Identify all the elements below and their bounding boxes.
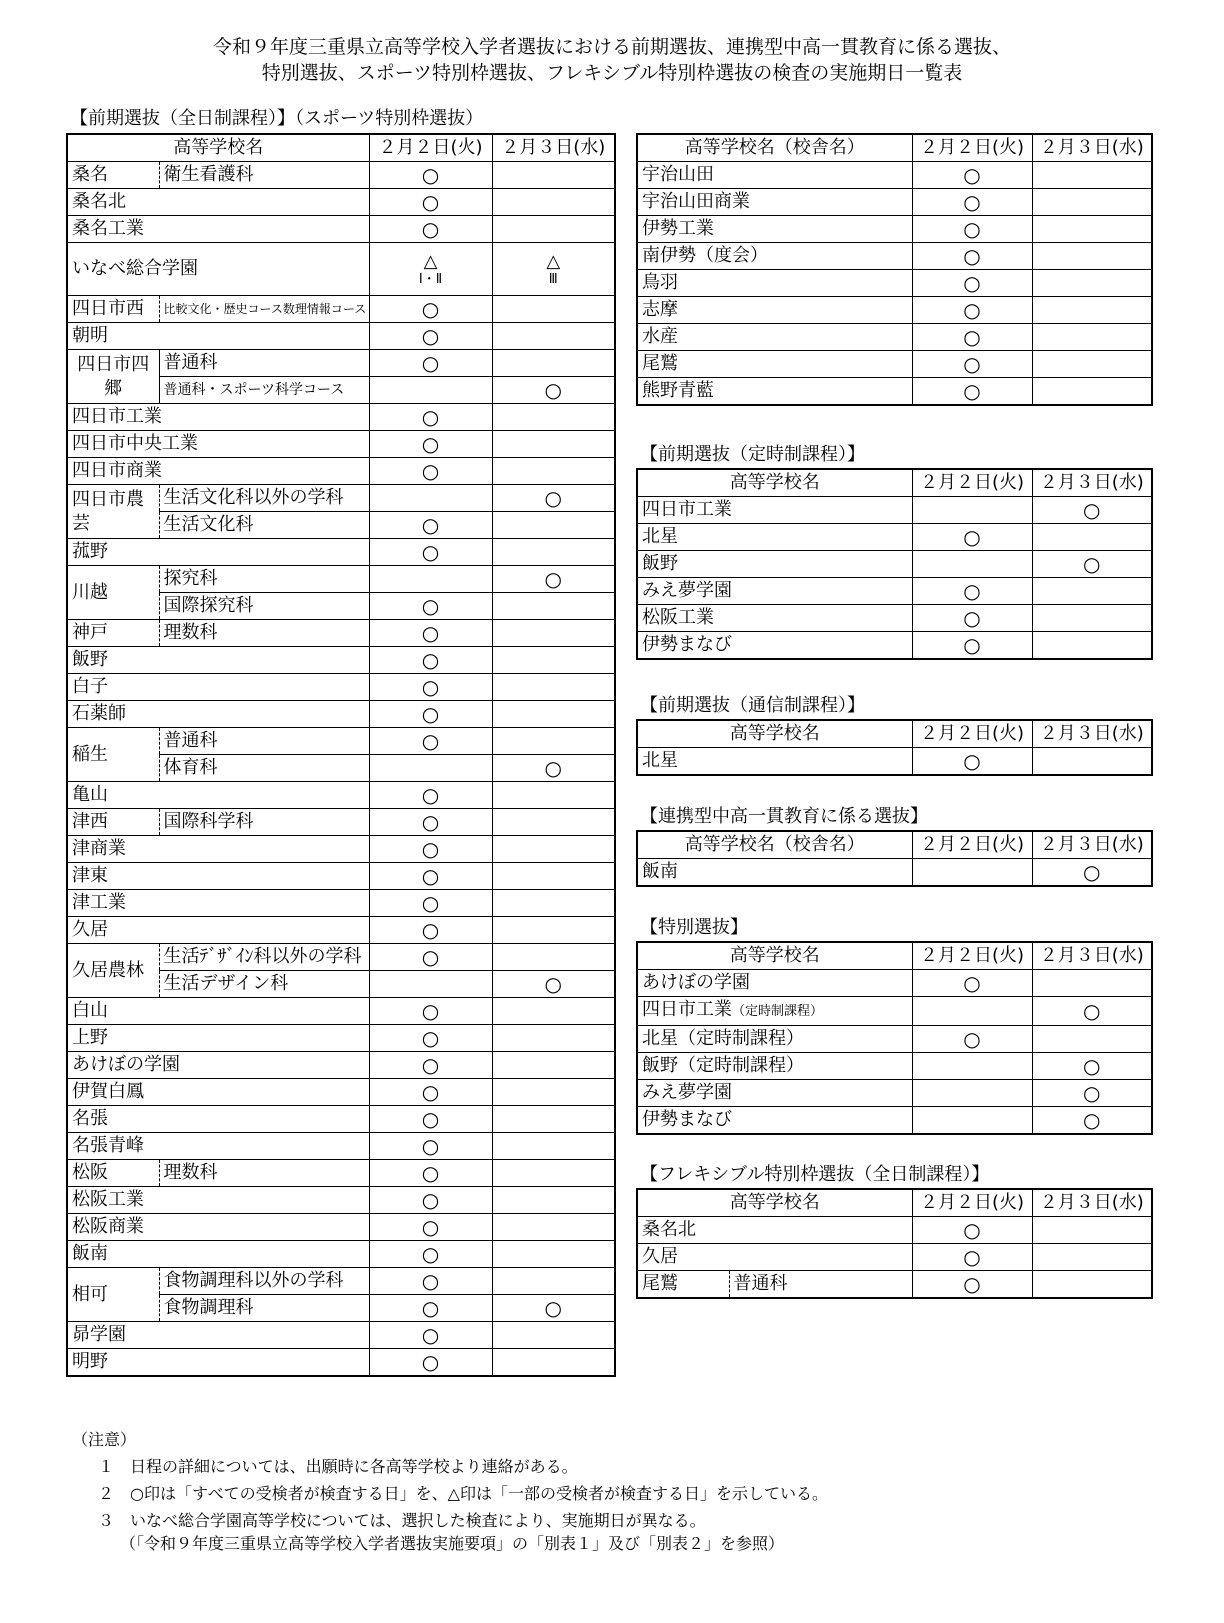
note-item-detail: （「令和９年度三重県立高等学校入学者選抜実施要項」の「別表１」及び「別表２」を参照） [120,1534,785,1553]
table-row: 北星（定時制課程） ○ [637,1026,1152,1053]
table-tokubetsu [636,941,1153,1135]
notes-heading: （注意） [72,1430,137,1449]
table-row: 四日市農芸 生活文化科以外の学科 ○ [67,485,615,512]
table-row: あけぼの学園 ○ [67,1052,615,1079]
table-row: 上野 ○ [67,1025,615,1052]
table-row: 松阪 理数科 ○ [67,1160,615,1187]
table-row: 志摩 ○ [637,297,1152,324]
table-row: 石薬師 ○ [67,701,615,728]
table-row: 熊野青藍 ○ [637,378,1152,406]
table-header-row [67,134,615,162]
col-header-feb3: ２月３日(水) [492,134,615,162]
table-row: 国際探究科 ○ [67,593,615,620]
table-row: みえ夢学園 ○ [637,1080,1152,1107]
table-row: 生活デザイン科 ○ [67,971,615,998]
table-row: 南伊勢（度会） ○ [637,243,1152,270]
table-row: 津東 ○ [67,863,615,890]
table-row: 朝明 ○ [67,323,615,350]
table-header-row: 高等学校名（校舎名） ２月２日(火) ２月３日(水) [637,134,1152,162]
table-row: 普通科・スポーツ科学コース ○ [67,377,615,404]
table-row: 尾鷲 普通科 ○ [637,1271,1152,1299]
table-row: 久居農林 生活ﾃﾞｻﾞｲﾝ科以外の学科 ○ [67,944,615,971]
table-row: 宇治山田 ○ [637,162,1152,189]
table-row: 亀山 ○ [67,782,615,809]
table-row: 白山 ○ [67,998,615,1025]
table-row: みえ夢学園 ○ [637,578,1152,605]
table-row: 北星 ○ [637,748,1152,776]
table-row: 四日市西 比較文化・歴史コース数理情報コース ○ [67,296,615,323]
table-teiji [636,468,1153,660]
note-item: １ 日程の詳細については、出願時に各高等学校より連絡がある。 [98,1457,578,1476]
document-title-line2: 特別選抜、スポーツ特別枠選抜、フレキシブル特別枠選抜の検査の実施期日一覧表 [261,62,963,84]
table-row: 桑名北 ○ [637,1217,1152,1244]
table-row: 松阪工業 ○ [637,605,1152,632]
table-row: 飯南 ○ [637,859,1152,887]
table-row: いなべ総合学園 △ Ⅰ・Ⅱ △ Ⅲ [67,243,615,296]
table-flexible [636,1188,1153,1299]
document-title-line1: 令和９年度三重県立高等学校入学者選抜における前期選抜、連携型中高一貫教育に係る選抜、 [212,36,1011,58]
table-header-row: 高等学校名 ２月２日(火) ２月３日(水) [637,720,1152,748]
table-row: 桑名 衛生看護科 ○ [67,162,615,189]
table-row: 食物調理科 ○ ○ [67,1295,615,1322]
table-row: 飯野 ○ [67,647,615,674]
section-heading-tokubetsu: 【特別選抜】 [640,917,748,938]
table-row: 稲生 普通科 ○ [67,728,615,755]
table-row: 伊賀白鳳 ○ [67,1079,615,1106]
table-row: 四日市工業（定時制課程） ○ [637,997,1152,1026]
section-heading-flexible: 【フレキシブル特別枠選抜（全日制課程）】 [640,1164,990,1185]
note-item: ３ いなべ総合学園高等学校については、選択した検査により、実施期日が異なる。 [98,1511,706,1530]
col-header-school: 高等学校名 [67,134,369,162]
table-row: 四日市工業 ○ [637,497,1152,524]
table-row: 生活文化科 ○ [67,512,615,539]
table-row: 名張青峰 ○ [67,1133,615,1160]
notes-block [72,1426,828,1554]
table-row: 神戸 理数科 ○ [67,620,615,647]
table-row: 明野 ○ [67,1349,615,1377]
section-heading-zennichi: 【前期選抜（全日制課程）】（スポーツ特別枠選抜） [70,108,484,129]
table-row: 鳥羽 ○ [637,270,1152,297]
table-tsushin [636,719,1153,776]
table-row: 津商業 ○ [67,836,615,863]
table-row: 伊勢まなび ○ [637,1107,1152,1135]
table-row: 体育科 ○ [67,755,615,782]
table-row: 桑名工業 ○ [67,216,615,243]
table-row: 宇治山田商業 ○ [637,189,1152,216]
table-header-row: 高等学校名 ２月２日(火) ２月３日(水) [637,469,1152,497]
table-row: 川越 探究科 ○ [67,566,615,593]
table-row: 久居 ○ [637,1244,1152,1271]
table-row: 伊勢工業 ○ [637,216,1152,243]
table-row: 四日市工業 ○ [67,404,615,431]
table-header-row: 高等学校名 ２月２日(火) ２月３日(水) [637,1189,1152,1217]
table-sports [636,133,1153,406]
table-row: 津工業 ○ [67,890,615,917]
table-row: 伊勢まなび ○ [637,632,1152,660]
table-row: 尾鷲 ○ [637,351,1152,378]
table-row: 四日市中央工業 ○ [67,431,615,458]
table-row: 菰野 ○ [67,539,615,566]
table-row: 北星 ○ [637,524,1152,551]
note-item: ２ ○印は「すべての受検者が検査する日」を、△印は「一部の受検者が検査する日」を示している。 [98,1484,828,1503]
table-row: 四日市四郷 普通科 ○ [67,350,615,377]
table-row: 飯野 ○ [637,551,1152,578]
table-row: 松阪商業 ○ [67,1214,615,1241]
table-row: 水産 ○ [637,324,1152,351]
col-header-feb2: ２月２日(火) [369,134,492,162]
table-renkei [636,830,1153,887]
table-row: 津西 国際科学科 ○ [67,809,615,836]
table-row: 桑名北 ○ [67,189,615,216]
table-row: 久居 ○ [67,917,615,944]
table-row: あけぼの学園 ○ [637,970,1152,997]
table-header-row: 高等学校名 ２月２日(火) ２月３日(水) [637,942,1152,970]
table-row: 飯野（定時制課程） ○ [637,1053,1152,1080]
table-row: 白子 ○ [67,674,615,701]
table-row: 飯南 ○ [67,1241,615,1268]
section-heading-tsushin: 【前期選抜（通信制課程）】 [640,695,865,716]
table-header-row: 高等学校名（校舎名） ２月２日(火) ２月３日(水) [637,831,1152,859]
table-row: 松阪工業 ○ [67,1187,615,1214]
table-row: 名張 ○ [67,1106,615,1133]
table-row: 四日市商業 ○ [67,458,615,485]
table-zennichi [66,133,616,1377]
table-row: 相可 食物調理科以外の学科 ○ [67,1268,615,1295]
table-row: 昴学園 ○ [67,1322,615,1349]
section-heading-renkei: 【連携型中高一貫教育に係る選抜】 [640,806,928,827]
section-heading-teiji: 【前期選抜（定時制課程）】 [640,444,865,465]
